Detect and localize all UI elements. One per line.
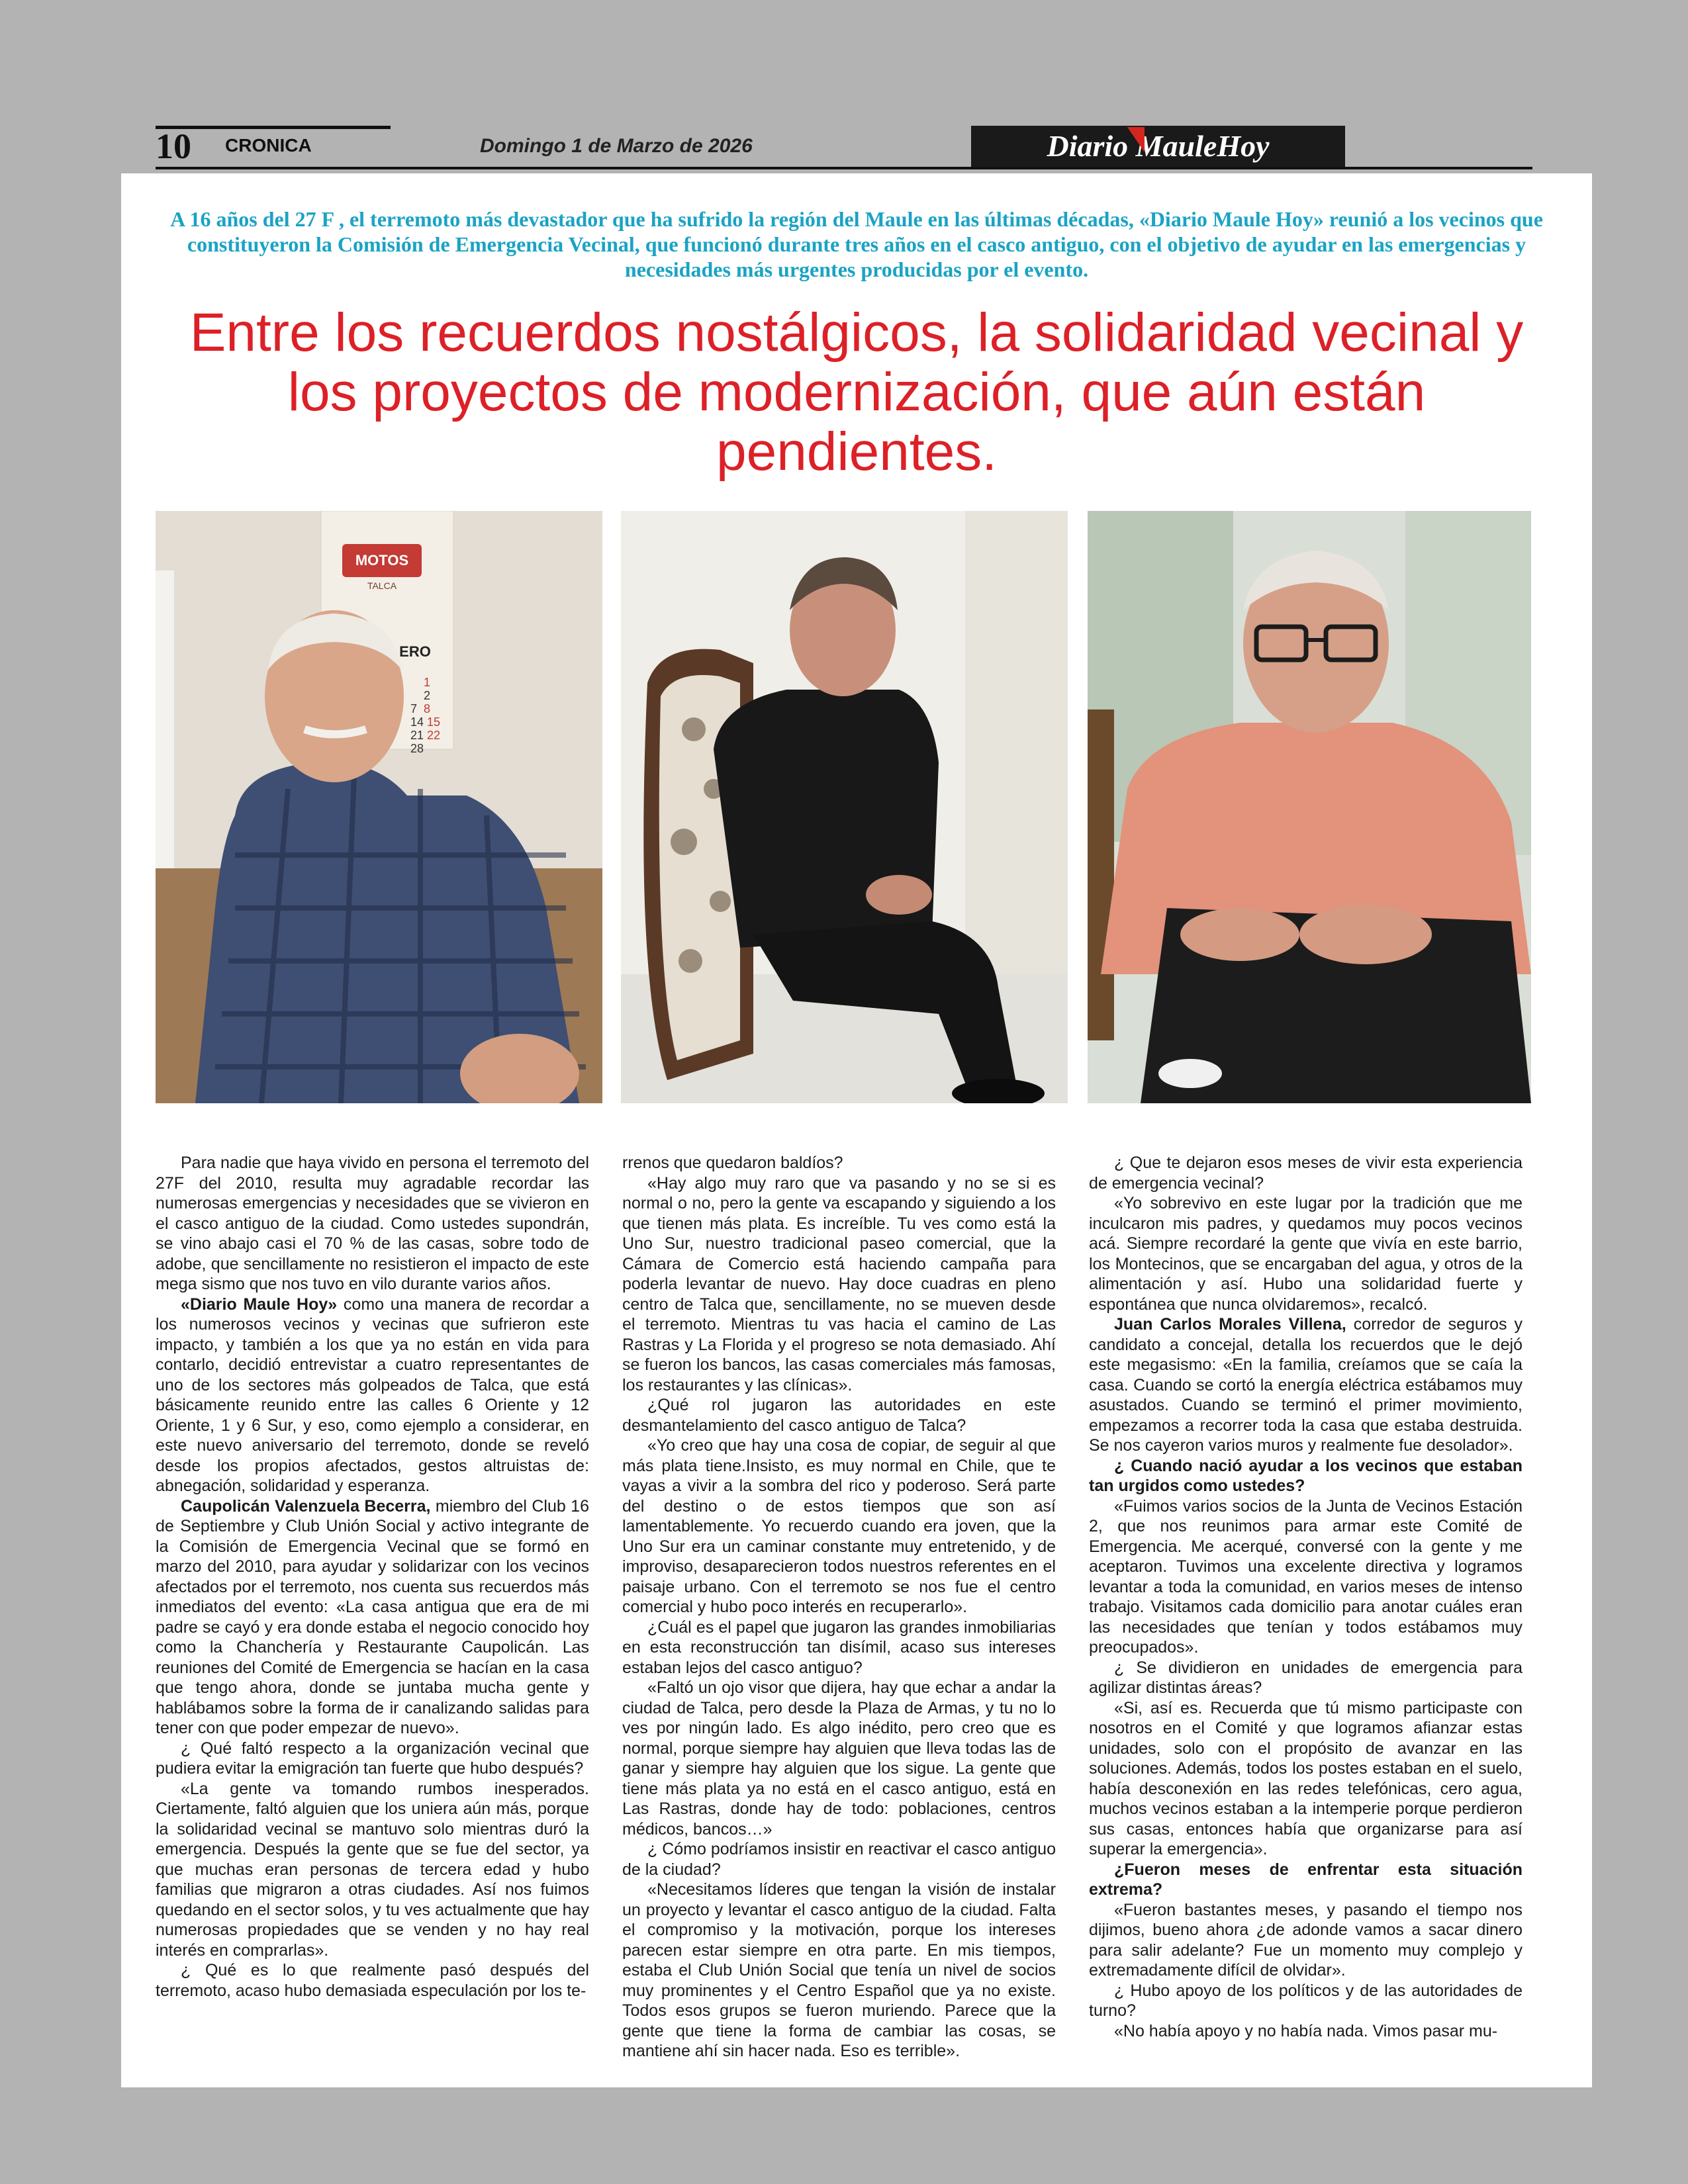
article-lede: A 16 años del 27 F , el terremoto más devastador que ha sufrido la región del Maule en las últimas décadas, «Diario Maule Hoy» reunió a los vecinos que constituyeron la Comisión de Emergencia Vecinal, que funcionó durante tres años en el casco antiguo, con el objetivo de ayudar en las emergencias y necesidades más urgentes producidas por el evento. bbox=[170, 207, 1543, 281]
paragraph: «Yo creo que hay una cosa de copiar, de seguir al que más plata tiene.Insisto, es muy normal en Chile, que te vayas a vivir a la sombra del rico y poderoso. Será parte del destino o de estos tiempos que son así lamentablemente. Yo recuerdo cuando era joven, que la Uno Sur era un caminar constante muy entretenido, y de improviso, desaparecieron todos nuestros referentes en el paisaje urbano. Con el terremoto se nos fue el centro comercial y hubo poco interés en recuperarlo». bbox=[622, 1436, 1056, 1616]
calendar-date: 1 bbox=[424, 676, 431, 689]
masthead bbox=[156, 126, 1532, 172]
paragraph: rrenos que quedaron baldíos? bbox=[622, 1154, 843, 1172]
paragraph: Para nadie que haya vivido en persona el terremoto del 27F del 2010, resulta muy agradable recordar las numerosas emergencias y necesidades que se vivieron en el casco antiguo de la ciudad. Como ustedes supondrán, se vino abajo casi el 70 % de las casas, sobre todo de adobe, que sencillamente no resistieron el impacto de este mega sismo que nos tuvo en vilo durante varios años. bbox=[156, 1154, 589, 1293]
calendar-brand: MOTOS bbox=[355, 552, 409, 569]
article-headline: Entre los recuerdos nostálgicos, la solidaridad vecinal y los proyectos de modernización, que aún están pendientes. bbox=[189, 302, 1524, 482]
paragraph-text: miembro del Club 16 de Septiembre y Club Unión Social y activo integrante de la Comisión de Emergencia Vecinal que se formó en marzo del 2010, para ayudar y solidarizar con los vecinos afectados por el terremoto, nos cuenta sus recuerdos más inmediatos del evento: «La casa antigua que era de mi padre se cayó y era donde estaba el negocio conocido hoy como la Chanchería y Restaurante Caupolicán. Las reuniones del Comité de Emergencia se hacían en la casa que tengo ahora, donde se juntaba mucha gente y hablábamos sobre la forma de ir canalizando salidas para tener con que poder empezar de nuevo». bbox=[156, 1496, 589, 1737]
interview-question: ¿ Cómo podríamos insistir en reactivar el casco antiguo de la ciudad? bbox=[622, 1840, 1056, 1879]
lead-in: Juan Carlos Morales Villena, bbox=[1114, 1315, 1346, 1334]
issue-date: Domingo 1 de Marzo de 2026 bbox=[480, 135, 753, 157]
interview-question: ¿Fueron meses de enfrentar esta situación extrema? bbox=[1089, 1860, 1523, 1899]
lead-in: «Diario Maule Hoy» bbox=[181, 1295, 338, 1314]
article-column-2 bbox=[622, 1153, 1056, 2062]
article-column-1 bbox=[156, 1153, 589, 2001]
interview-question: ¿Qué rol jugaron las autoridades en este desmantelamiento del casco antiguo de Talca? bbox=[622, 1396, 1056, 1435]
paragraph bbox=[156, 1496, 589, 1739]
lead-in: Caupolicán Valenzuela Becerra, bbox=[181, 1496, 431, 1516]
calendar-date: 15 bbox=[427, 715, 441, 729]
calendar-date: 2 bbox=[424, 689, 431, 702]
newspaper-brand: Diario MauleHoy bbox=[971, 126, 1345, 167]
calendar-date: 14 bbox=[410, 715, 424, 729]
paragraph-text: como una manera de recordar a los numerosos vecinos y vecinas que sufrieron este impacto, y también a los que ya no están en vida para contarlo, decidió entrevistar a cuatro representantes de uno de los sectores más golpeados de Talca, que está básicamente reunido entre las calles 6 Oriente y 12 Oriente, 1 y 6 Sur, y eso, como ejemplo a considerar, en este nuevo aniversario del terremoto, donde se reveló desde los propios afectados, gestos altruistas de: abnegación, solidaridad y esperanza. bbox=[156, 1295, 589, 1495]
article-column-3 bbox=[1089, 1153, 1523, 2041]
interview-question: ¿Cuál es el papel que jugaron las grandes inmobiliarias en esta reconstrucción tan disímil, acaso sus intereses estaban lejos del casco antiguo? bbox=[622, 1617, 1056, 1677]
paragraph bbox=[156, 1295, 589, 1496]
paragraph bbox=[1089, 1314, 1523, 1456]
article-page bbox=[121, 173, 1592, 2087]
calendar-date: 8 bbox=[424, 702, 431, 715]
paragraph: «Faltó un ojo visor que dijera, hay que echar a andar la ciudad de Talca, pero desde la Plaza de Armas, y tu no lo ves por ningún lado. Es algo inédito, pero creo que es normal, porque siempre hay alguien que lleva todas las de ganar y siempre hay alguien que los sigue. La gente que tiene más plata ya no está en el casco antiguo, está en Las Rastras, donde hay de todo: poblaciones, centros médicos, bancos…» bbox=[622, 1678, 1056, 1839]
interview-question: ¿ Se dividieron en unidades de emergencia para agilizar distintas áreas? bbox=[1089, 1658, 1523, 1697]
interview-question: ¿ Hubo apoyo de los políticos y de las autoridades de turno? bbox=[1089, 1981, 1523, 2020]
section-name: CRONICA bbox=[225, 135, 312, 156]
interview-question: ¿ Cuando nació ayudar a los vecinos que estaban tan urgidos como ustedes? bbox=[1089, 1456, 1523, 1495]
paragraph-text: corredor de seguros y candidato a concejal, detalla los recuerdos que le dejó este megasismo: «En la familia, creíamos que se caía la casa. Cuando se cortó la energía eléctrica estábamos muy asustados. Cuando se terminó el primer movimiento, empezamos a recorrer toda la casa que estaba destruida. Se nos cayeron varios muros y realmente fue desolador». bbox=[1089, 1315, 1523, 1455]
brand-accent-mark bbox=[1127, 127, 1145, 152]
interview-question: ¿ Que te dejaron esos meses de vivir esta experiencia de emergencia vecinal? bbox=[1089, 1154, 1523, 1193]
photo-caupolican-valenzuela bbox=[156, 511, 602, 1103]
paragraph: «La gente va tomando rumbos inesperados. Ciertamente, faltó alguien que los uniera aún más, porque la solidaridad vecinal se mantuvo solo mientras duró la emergencia. Después la gente que se fue del sector, ya que muchas eran personas de tercera edad y hubo familias que migraron a otras ciudades. Así nos fuimos quedando en el sector solos, y tu ves actualmente que hay numerosas propiedades que se venden y no hay real interés en comprarlas». bbox=[156, 1779, 589, 1960]
paragraph: «Fueron bastantes meses, y pasando el tiempo nos dijimos, bueno ahora ¿de adonde vamos a sacar dinero para salir adelante? Fue un momento muy complejo y extremadamente difícil de olvidar». bbox=[1089, 1900, 1523, 1979]
interview-question: ¿ Qué es lo que realmente pasó después del terremoto, acaso hubo demasiada especulación por los te- bbox=[156, 1961, 589, 2000]
calendar-date: 7 bbox=[410, 702, 418, 715]
calendar-date: 21 bbox=[410, 729, 424, 742]
photo-juan-carlos-morales bbox=[1088, 511, 1531, 1103]
paragraph: «Hay algo muy raro que va pasando y no se si es normal o no, pero la gente va escapando y siguiendo a los que tienen más plata. Es increíble. Tu ves como está la Uno Sur, nuestro tradicional paseo comercial, que la Cámara de Comercio está haciendo campaña para poderla levantar de nuevo. Hay doce cuadras en pleno centro de Talca que, sencillamente, no se mueven desde el terremoto. Mientras tu vas hacia el camino de Las Rastras y La Florida y el progreso se nota demasiado. Ahí se fueron los bancos, las casas comerciales más famosas, los restaurantes y las clínicas». bbox=[622, 1173, 1056, 1394]
paragraph: «No había apoyo y no había nada. Vimos pasar mu- bbox=[1114, 2021, 1498, 2040]
paragraph: «Si, así es. Recuerda que tú mismo participaste con nosotros en el Comité y que logramos afianzar estas unidades, solo con el propósito de avanzar en las soluciones. Además, todos los postes estaban en el suelo, había desconexión en las redes telefónicas, cero agua, muchos vecinos estaban a la intemperie porque perdieron sus casas, entonces había que organizarse para así superar la emergencia». bbox=[1089, 1698, 1523, 1858]
calendar-date: 22 bbox=[427, 729, 441, 742]
paragraph: «Necesitamos líderes que tengan la visión de instalar un proyecto y levantar el casco antiguo de la ciudad. Falta el compromiso y la motivación, porque los intereses parecen estar siempre en otra parte. En mis tiempos, estaba el Club Unión Social que tenía un nivel de socios muy prominentes y el Centro Español que ya no existe. Todos esos grupos se fueron muriendo. Parece que la gente que tiene la forma de cambiar las cosas, se mantiene ahí sin hacer nada. Eso es terrible». bbox=[622, 1880, 1056, 2060]
calendar-month: ERO bbox=[399, 643, 431, 660]
page-number: 10 bbox=[156, 126, 191, 166]
calendar-city: TALCA bbox=[367, 580, 397, 591]
interview-question: ¿ Qué faltó respecto a la organización vecinal que pudiera evitar la emigración tan fuerte que hubo después? bbox=[156, 1739, 589, 1778]
paragraph: «Yo sobrevivo en este lugar por la tradición que me inculcaron mis padres, y quedamos muy pocos vecinos acá. Siempre recordaré la gente que vivía en este barrio, los Montecinos, que se encargaban del agua, y otros de la alimentación y así. Hubo una solidaridad fuerte y espontánea que nunca olvidaremos», recalcó. bbox=[1089, 1194, 1523, 1314]
paragraph: «Fuimos varios socios de la Junta de Vecinos Estación 2, que nos reunimos para armar este Comité de Emergencia. Me acerqué, conversé con la gente y me aceptaron. Tuvimos una excelente directiva y logramos levantar a toda la comunidad, en varios meses de intenso trabajo. Visitamos cada domicilio para anotar cuáles eran las necesidades que tenían y todos estábamos muy preocupados». bbox=[1089, 1496, 1523, 1657]
photo-second-interviewee bbox=[621, 511, 1068, 1103]
calendar-date: 28 bbox=[410, 742, 424, 755]
masthead-rule bbox=[156, 167, 1532, 169]
